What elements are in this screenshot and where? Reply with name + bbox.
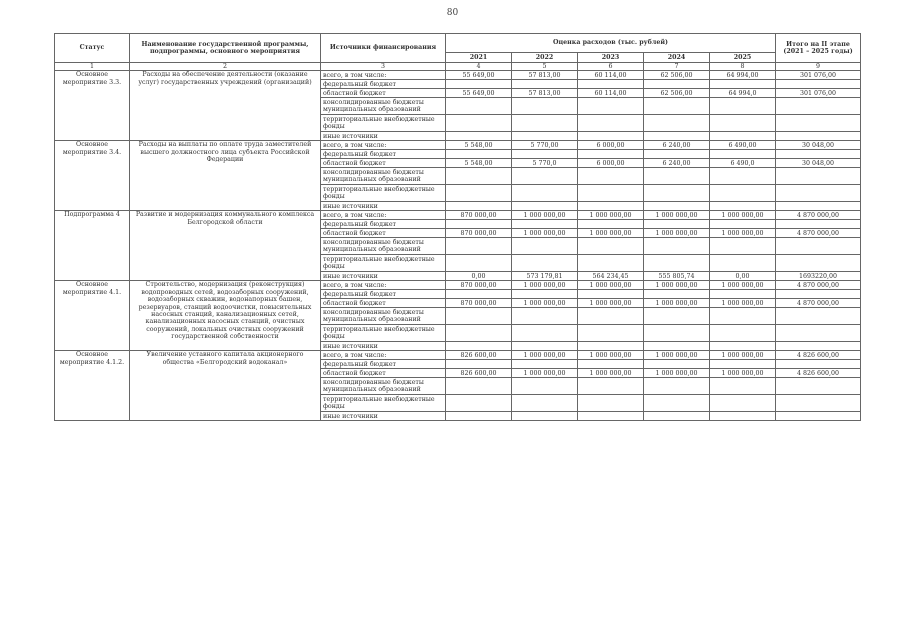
value-cell xyxy=(578,80,644,89)
value-cell xyxy=(578,308,644,325)
value-cell xyxy=(644,325,710,342)
value-cell: 826 600,00 xyxy=(446,369,512,378)
funding-source-cell: всего, в том числе: xyxy=(321,71,446,80)
value-cell xyxy=(710,98,776,115)
value-cell xyxy=(578,412,644,421)
value-cell: 57 813,00 xyxy=(512,89,578,98)
value-cell xyxy=(512,185,578,202)
funding-source-cell: территориальные внебюджетные фонды xyxy=(321,115,446,132)
program-name-cell: Расходы на обеспечение деятельности (оказание услуг) государственных учреждений (организаций) xyxy=(130,71,321,141)
value-cell xyxy=(446,308,512,325)
value-cell: 5 770,00 xyxy=(512,141,578,150)
total-cell: 30 048,00 xyxy=(776,159,861,168)
value-cell xyxy=(710,395,776,412)
value-cell xyxy=(512,342,578,351)
value-cell xyxy=(446,115,512,132)
value-cell xyxy=(512,220,578,229)
table-row xyxy=(55,211,861,220)
value-cell: 6 240,00 xyxy=(644,159,710,168)
column-number: 7 xyxy=(644,63,710,71)
funding-source-cell: иные источники xyxy=(321,412,446,421)
value-cell xyxy=(710,150,776,159)
value-cell xyxy=(446,238,512,255)
funding-source-cell: иные источники xyxy=(321,342,446,351)
value-cell: 870 000,00 xyxy=(446,211,512,220)
total-cell xyxy=(776,238,861,255)
value-cell xyxy=(644,378,710,395)
table-row xyxy=(55,351,861,360)
value-cell xyxy=(512,238,578,255)
funding-source-cell: федеральный бюджет xyxy=(321,220,446,229)
value-cell xyxy=(710,325,776,342)
funding-source-cell: областной бюджет xyxy=(321,159,446,168)
value-cell: 1 000 000,00 xyxy=(512,369,578,378)
funding-source-cell: консолидированные бюджеты муниципальных образований xyxy=(321,168,446,185)
budget-body xyxy=(55,71,861,421)
column-number-row xyxy=(55,63,861,71)
total-cell xyxy=(776,325,861,342)
value-cell: 1 000 000,00 xyxy=(710,369,776,378)
value-cell xyxy=(512,378,578,395)
value-cell xyxy=(644,360,710,369)
value-cell xyxy=(512,150,578,159)
status-cell: Основное мероприятие 3.3. xyxy=(55,71,130,141)
total-cell: 30 048,00 xyxy=(776,141,861,150)
column-number: 1 xyxy=(55,63,130,71)
value-cell: 1 000 000,00 xyxy=(710,229,776,238)
program-name-cell: Увеличение уставного капитала акционерного общества «Белгородский водоканал» xyxy=(130,351,321,421)
value-cell: 1 000 000,00 xyxy=(644,229,710,238)
value-cell: 1 000 000,00 xyxy=(710,281,776,290)
value-cell: 826 600,00 xyxy=(446,351,512,360)
value-cell: 5 548,00 xyxy=(446,159,512,168)
value-cell xyxy=(446,185,512,202)
total-cell: 4 826 600,00 xyxy=(776,369,861,378)
value-cell: 6 490,00 xyxy=(710,141,776,150)
value-cell xyxy=(578,98,644,115)
value-cell: 564 234,45 xyxy=(578,272,644,281)
total-cell xyxy=(776,185,861,202)
value-cell xyxy=(512,255,578,272)
table-row xyxy=(55,281,861,290)
column-number: 4 xyxy=(446,63,512,71)
value-cell xyxy=(578,220,644,229)
value-cell: 60 114,00 xyxy=(578,71,644,80)
value-cell xyxy=(710,238,776,255)
value-cell: 60 114,00 xyxy=(578,89,644,98)
value-cell: 64 994,00 xyxy=(710,71,776,80)
table-row xyxy=(55,141,861,150)
value-cell xyxy=(578,150,644,159)
value-cell xyxy=(512,168,578,185)
value-cell xyxy=(710,342,776,351)
value-cell: 1 000 000,00 xyxy=(578,281,644,290)
value-cell: 1 000 000,00 xyxy=(578,369,644,378)
value-cell xyxy=(710,360,776,369)
value-cell xyxy=(644,150,710,159)
value-cell xyxy=(644,115,710,132)
header-name: Наименование государственной программы, подпрограммы, основного мероприятия xyxy=(130,34,321,63)
value-cell xyxy=(644,255,710,272)
value-cell xyxy=(446,290,512,299)
value-cell: 6 000,00 xyxy=(578,159,644,168)
funding-source-cell: всего, в том числе: xyxy=(321,211,446,220)
status-cell: Основное мероприятие 4.1.2. xyxy=(55,351,130,421)
funding-source-cell: областной бюджет xyxy=(321,89,446,98)
column-number: 3 xyxy=(321,63,446,71)
total-cell xyxy=(776,290,861,299)
total-cell: 301 076,00 xyxy=(776,71,861,80)
total-cell xyxy=(776,80,861,89)
value-cell: 1 000 000,00 xyxy=(644,351,710,360)
value-cell xyxy=(644,132,710,141)
value-cell xyxy=(578,185,644,202)
value-cell xyxy=(710,202,776,211)
value-cell xyxy=(512,132,578,141)
value-cell: 573 179,81 xyxy=(512,272,578,281)
value-cell xyxy=(710,378,776,395)
funding-source-cell: областной бюджет xyxy=(321,299,446,308)
value-cell: 6 490,0 xyxy=(710,159,776,168)
value-cell xyxy=(710,220,776,229)
column-number: 9 xyxy=(776,63,861,71)
value-cell: 555 805,74 xyxy=(644,272,710,281)
value-cell xyxy=(578,378,644,395)
status-cell: Основное мероприятие 3.4. xyxy=(55,141,130,211)
value-cell xyxy=(578,290,644,299)
total-cell xyxy=(776,342,861,351)
value-cell: 5 770,0 xyxy=(512,159,578,168)
value-cell xyxy=(644,98,710,115)
total-cell xyxy=(776,308,861,325)
value-cell: 0,00 xyxy=(710,272,776,281)
value-cell xyxy=(644,342,710,351)
value-cell: 1 000 000,00 xyxy=(578,351,644,360)
value-cell xyxy=(578,202,644,211)
value-cell: 1 000 000,00 xyxy=(512,299,578,308)
budget-table xyxy=(54,33,861,421)
total-cell xyxy=(776,98,861,115)
value-cell: 62 506,00 xyxy=(644,71,710,80)
value-cell: 1 000 000,00 xyxy=(578,299,644,308)
funding-source-cell: иные источники xyxy=(321,202,446,211)
value-cell: 55 649,00 xyxy=(446,71,512,80)
value-cell xyxy=(512,395,578,412)
value-cell: 1 000 000,00 xyxy=(578,229,644,238)
header-year: 2025 xyxy=(710,53,776,63)
value-cell: 1 000 000,00 xyxy=(512,281,578,290)
value-cell: 6 000,00 xyxy=(578,141,644,150)
value-cell xyxy=(710,412,776,421)
value-cell xyxy=(578,168,644,185)
funding-source-cell: территориальные внебюджетные фонды xyxy=(321,325,446,342)
value-cell: 1 000 000,00 xyxy=(512,211,578,220)
total-cell xyxy=(776,115,861,132)
funding-source-cell: иные источники xyxy=(321,272,446,281)
value-cell xyxy=(710,115,776,132)
value-cell xyxy=(446,220,512,229)
total-cell xyxy=(776,255,861,272)
value-cell xyxy=(578,238,644,255)
header-estimate: Оценка расходов (тыс. рублей) xyxy=(446,34,776,53)
value-cell xyxy=(446,360,512,369)
header-year: 2022 xyxy=(512,53,578,63)
value-cell xyxy=(578,395,644,412)
value-cell: 5 548,00 xyxy=(446,141,512,150)
total-cell: 4 870 000,00 xyxy=(776,211,861,220)
value-cell: 870 000,00 xyxy=(446,299,512,308)
header-status: Статус xyxy=(55,34,130,63)
value-cell xyxy=(446,395,512,412)
value-cell xyxy=(446,132,512,141)
value-cell: 1 000 000,00 xyxy=(644,299,710,308)
value-cell: 55 649,00 xyxy=(446,89,512,98)
value-cell xyxy=(710,185,776,202)
total-cell xyxy=(776,412,861,421)
column-number: 6 xyxy=(578,63,644,71)
column-number: 8 xyxy=(710,63,776,71)
header-year: 2021 xyxy=(446,53,512,63)
value-cell xyxy=(644,308,710,325)
total-cell xyxy=(776,220,861,229)
total-cell: 301 076,00 xyxy=(776,89,861,98)
value-cell: 6 240,00 xyxy=(644,141,710,150)
column-number: 5 xyxy=(512,63,578,71)
value-cell: 64 994,0 xyxy=(710,89,776,98)
total-cell xyxy=(776,150,861,159)
value-cell xyxy=(512,360,578,369)
total-cell xyxy=(776,202,861,211)
funding-source-cell: консолидированные бюджеты муниципальных образований xyxy=(321,378,446,395)
value-cell xyxy=(512,325,578,342)
value-cell xyxy=(710,132,776,141)
value-cell xyxy=(446,342,512,351)
total-cell: 4 870 000,00 xyxy=(776,281,861,290)
page-number: 80 xyxy=(446,8,459,18)
value-cell xyxy=(578,342,644,351)
program-name-cell: Развитие и модернизация коммунального комплекса Белгородской области xyxy=(130,211,321,281)
header-total: Итого на II этапе (2021 – 2025 годы) xyxy=(776,34,861,63)
value-cell xyxy=(512,308,578,325)
funding-source-cell: федеральный бюджет xyxy=(321,150,446,159)
value-cell: 1 000 000,00 xyxy=(710,211,776,220)
value-cell: 57 813,00 xyxy=(512,71,578,80)
total-cell xyxy=(776,132,861,141)
value-cell xyxy=(644,80,710,89)
value-cell: 870 000,00 xyxy=(446,281,512,290)
value-cell: 1 000 000,00 xyxy=(512,351,578,360)
value-cell xyxy=(710,80,776,89)
value-cell xyxy=(578,255,644,272)
value-cell: 1 000 000,00 xyxy=(644,211,710,220)
funding-source-cell: федеральный бюджет xyxy=(321,360,446,369)
status-cell: Основное мероприятие 4.1. xyxy=(55,281,130,351)
value-cell xyxy=(446,150,512,159)
value-cell xyxy=(578,115,644,132)
total-cell xyxy=(776,168,861,185)
funding-source-cell: федеральный бюджет xyxy=(321,80,446,89)
table-row xyxy=(55,71,861,80)
value-cell xyxy=(578,360,644,369)
value-cell xyxy=(644,238,710,255)
value-cell xyxy=(710,308,776,325)
funding-source-cell: консолидированные бюджеты муниципальных образований xyxy=(321,238,446,255)
value-cell xyxy=(446,325,512,342)
column-number: 2 xyxy=(130,63,321,71)
value-cell: 1 000 000,00 xyxy=(578,211,644,220)
funding-source-cell: территориальные внебюджетные фонды xyxy=(321,185,446,202)
value-cell xyxy=(446,80,512,89)
value-cell xyxy=(446,98,512,115)
value-cell xyxy=(710,290,776,299)
total-cell: 1693220,00 xyxy=(776,272,861,281)
funding-source-cell: областной бюджет xyxy=(321,369,446,378)
total-cell: 4 870 000,00 xyxy=(776,229,861,238)
value-cell xyxy=(512,80,578,89)
value-cell xyxy=(710,168,776,185)
value-cell xyxy=(446,412,512,421)
value-cell xyxy=(710,255,776,272)
funding-source-cell: консолидированные бюджеты муниципальных образований xyxy=(321,308,446,325)
value-cell: 0,00 xyxy=(446,272,512,281)
funding-source-cell: федеральный бюджет xyxy=(321,290,446,299)
status-cell: Подпрограмма 4 xyxy=(55,211,130,281)
header-year: 2023 xyxy=(578,53,644,63)
value-cell xyxy=(446,378,512,395)
funding-source-cell: иные источники xyxy=(321,132,446,141)
value-cell xyxy=(578,325,644,342)
total-cell xyxy=(776,360,861,369)
value-cell: 62 506,00 xyxy=(644,89,710,98)
header-year: 2024 xyxy=(644,53,710,63)
value-cell xyxy=(578,132,644,141)
value-cell xyxy=(512,202,578,211)
funding-source-cell: территориальные внебюджетные фонды xyxy=(321,395,446,412)
total-cell xyxy=(776,378,861,395)
value-cell: 1 000 000,00 xyxy=(644,281,710,290)
header-sources: Источники финансирования xyxy=(321,34,446,63)
funding-source-cell: областной бюджет xyxy=(321,229,446,238)
value-cell xyxy=(644,168,710,185)
value-cell: 1 000 000,00 xyxy=(710,351,776,360)
value-cell xyxy=(644,202,710,211)
value-cell xyxy=(644,220,710,229)
value-cell: 1 000 000,00 xyxy=(710,299,776,308)
value-cell xyxy=(512,412,578,421)
total-cell: 4 870 000,00 xyxy=(776,299,861,308)
funding-source-cell: всего, в том числе: xyxy=(321,141,446,150)
value-cell xyxy=(512,98,578,115)
funding-source-cell: всего, в том числе: xyxy=(321,351,446,360)
value-cell xyxy=(644,395,710,412)
funding-source-cell: консолидированные бюджеты муниципальных образований xyxy=(321,98,446,115)
value-cell xyxy=(446,255,512,272)
value-cell: 870 000,00 xyxy=(446,229,512,238)
funding-source-cell: всего, в том числе: xyxy=(321,281,446,290)
value-cell: 1 000 000,00 xyxy=(512,229,578,238)
value-cell xyxy=(644,290,710,299)
value-cell xyxy=(446,168,512,185)
program-name-cell: Строительство, модернизация (реконструкция) водопроводных сетей, водозаборных сооружений, водозаборных скважин, водонапорных башен, резервуаров, станций водоочистки, повысительных насосных станций, канализационных сетей, канализационных насосных станций, очистных сооружений, локальных очистных сооружений государственной собственности xyxy=(130,281,321,351)
value-cell: 1 000 000,00 xyxy=(644,369,710,378)
program-name-cell: Расходы на выплаты по оплате труда заместителей высшего должностного лица субъекта Российской Федерации xyxy=(130,141,321,211)
value-cell xyxy=(644,412,710,421)
total-cell xyxy=(776,395,861,412)
value-cell xyxy=(512,290,578,299)
value-cell xyxy=(446,202,512,211)
value-cell xyxy=(644,185,710,202)
value-cell xyxy=(512,115,578,132)
funding-source-cell: территориальные внебюджетные фонды xyxy=(321,255,446,272)
total-cell: 4 826 600,00 xyxy=(776,351,861,360)
